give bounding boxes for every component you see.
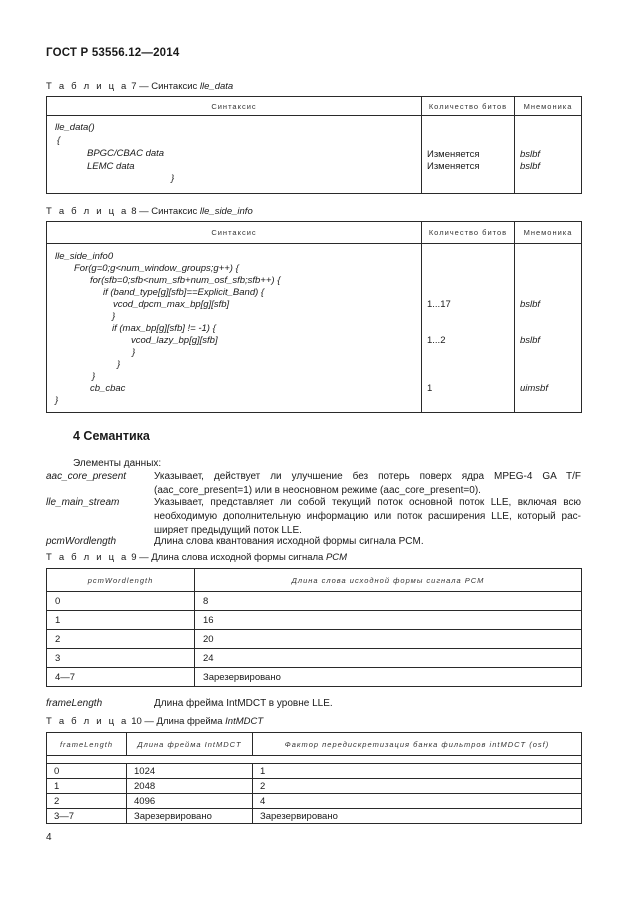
frame-length-desc: Длина фрейма IntMDCT в уровне LLE. xyxy=(154,698,333,709)
table7-caption-prefix: Т а б л и ц а xyxy=(46,81,129,92)
table7-mnemonic-cell xyxy=(515,116,582,194)
table-cell: 4 xyxy=(253,794,582,809)
table-cell: 2048 xyxy=(127,779,253,794)
table10-caption-num: 10 — Длина фрейма xyxy=(131,716,223,727)
section-intro: Элементы данных: xyxy=(73,458,162,469)
table7-col-bits: Количество битов xyxy=(422,97,515,116)
table-cell: Зарезервировано xyxy=(253,809,582,824)
code-line: } xyxy=(117,359,121,370)
table-row xyxy=(47,630,582,649)
table9-caption-num: 9 — Длина слова исходной формы сигнала xyxy=(131,552,324,563)
element-term: lle_main_stream xyxy=(46,497,120,508)
code-line: } xyxy=(112,311,116,322)
table7-caption-name: lle_data xyxy=(199,81,234,92)
table-row xyxy=(47,649,582,668)
table10-col3: Фактор передискретизация банка фильтров intMDCT (osf) xyxy=(253,733,582,756)
table-cell: 2 xyxy=(47,794,127,809)
table-cell: Зарезервировано xyxy=(127,809,253,824)
table8-caption-prefix: Т а б л и ц а xyxy=(46,206,129,217)
code-line: vcod_dpcm_max_bp[g][sfb] xyxy=(113,299,230,310)
table10-col1: frameLength xyxy=(47,733,127,756)
table-cell: 2 xyxy=(47,630,195,649)
table-row xyxy=(47,764,582,779)
table9 xyxy=(46,568,582,687)
mnemonic-value: uimsbf xyxy=(520,383,548,394)
table7-caption-num: 7 — Синтаксис xyxy=(131,81,198,92)
element-term: aac_core_present xyxy=(46,471,127,482)
table-cell: 16 xyxy=(195,611,582,630)
code-line: vcod_lazy_bp[g][sfb] xyxy=(131,335,218,346)
table9-caption xyxy=(46,552,347,563)
code-line: } xyxy=(171,173,175,184)
code-line: if (band_type[g][sfb]==Explicit_Band) { xyxy=(103,287,265,298)
table-row xyxy=(47,592,582,611)
desc-line: ширяет предыдущий поток LLE. xyxy=(154,525,302,536)
element-desc xyxy=(154,470,581,498)
table8-code-cell xyxy=(47,244,422,413)
table-row xyxy=(47,809,582,824)
table-cell: 1024 xyxy=(127,764,253,779)
frame-length-term: frameLength xyxy=(46,698,103,709)
table-cell: Зарезервировано xyxy=(195,668,582,687)
table-cell: 4096 xyxy=(127,794,253,809)
table8-caption xyxy=(46,206,253,217)
table7 xyxy=(46,96,582,194)
table7-bits-cell xyxy=(422,116,515,194)
table-cell: 1 xyxy=(47,779,127,794)
table-cell: 1 xyxy=(47,611,195,630)
table-row xyxy=(47,668,582,687)
code-line: } xyxy=(92,371,96,382)
table-row xyxy=(47,794,582,809)
desc-line: Длина слова квантования исходной формы сигнала PCM. xyxy=(154,536,424,547)
table8-col-mnemonic: Мнемоника xyxy=(515,222,582,244)
table10 xyxy=(46,732,582,824)
table-cell: 0 xyxy=(47,764,127,779)
code-line: for(sfb=0;sfb<num_sfb+num_osf_sfb;sfb++) { xyxy=(90,275,281,286)
element-desc xyxy=(154,496,581,538)
bits-value: 1...17 xyxy=(427,299,451,310)
code-line: { xyxy=(57,135,61,146)
table10-col2: Длина фрейма IntMDCT xyxy=(127,733,253,756)
table10-caption-name: IntMDCT xyxy=(225,716,264,727)
table9-caption-name: PCM xyxy=(325,552,348,563)
table-cell: 3 xyxy=(47,649,195,668)
bits-value: 1 xyxy=(427,383,433,394)
bits-value: Изменяется xyxy=(427,161,480,172)
table7-code-cell xyxy=(47,116,422,194)
code-line: if (max_bp[g][sfb] != -1) { xyxy=(112,323,216,334)
table-cell: 0 xyxy=(47,592,195,611)
desc-line: (aac_core_present=1) или в неосновном режиме (aac_core_present=0). xyxy=(154,485,481,496)
table9-col1: pcmWordlength xyxy=(47,569,195,592)
desc-line: Указывает, представляет ли собой текущий поток основной поток LLE, включая всю xyxy=(154,497,581,508)
table-cell: 24 xyxy=(195,649,582,668)
table10-caption-prefix: Т а б л и ц а xyxy=(46,716,129,727)
table8 xyxy=(46,221,582,413)
bits-value: 1...2 xyxy=(427,335,446,346)
table-cell: 3—7 xyxy=(47,809,127,824)
table-cell: 2 xyxy=(253,779,582,794)
code-line: cb_cbac xyxy=(90,383,126,394)
table-row xyxy=(47,779,582,794)
code-line: } xyxy=(55,395,59,406)
mnemonic-value: bslbf xyxy=(520,335,541,346)
table-cell: 1 xyxy=(253,764,582,779)
table7-caption xyxy=(46,81,233,92)
table10-caption xyxy=(46,716,263,727)
table9-caption-prefix: Т а б л и ц а xyxy=(46,552,129,563)
desc-line: Указывает, действует ли улучшение без потерь поверх ядра MPEG-4 GA T/F xyxy=(154,471,581,482)
table8-caption-num: 8 — Синтаксис xyxy=(131,206,198,217)
bits-value: Изменяется xyxy=(427,149,480,160)
table8-mnemonic-cell xyxy=(515,244,582,413)
mnemonic-value: bslbf xyxy=(520,149,541,160)
table8-bits-cell xyxy=(422,244,515,413)
element-term: pcmWordlength xyxy=(46,536,117,547)
code-line: LEMC data xyxy=(87,161,135,172)
table-cell: 8 xyxy=(195,592,582,611)
table8-caption-name: lle_side_info xyxy=(199,206,253,217)
table-cell: 4—7 xyxy=(47,668,195,687)
table8-col-bits: Количество битов xyxy=(422,222,515,244)
table7-col-syntax: Синтаксис xyxy=(47,97,422,116)
code-line: } xyxy=(132,347,136,358)
code-line: lle_data() xyxy=(55,122,95,133)
table9-col2: Длина слова исходной формы сигнала PCM xyxy=(195,569,582,592)
element-desc xyxy=(154,535,581,549)
table7-col-mnemonic: Мнемоника xyxy=(515,97,582,116)
table8-col-syntax: Синтаксис xyxy=(47,222,422,244)
mnemonic-value: bslbf xyxy=(520,161,541,172)
table-row xyxy=(47,611,582,630)
page-number: 4 xyxy=(46,832,52,843)
document-header: ГОСТ Р 53556.12—2014 xyxy=(46,47,180,59)
desc-line: необходимую дополнительную информацию или поток расширения LLE, который рас- xyxy=(154,511,581,522)
mnemonic-value: bslbf xyxy=(520,299,541,310)
code-line: BPGC/CBAC data xyxy=(87,148,165,159)
code-line: lle_side_info0 xyxy=(55,251,114,262)
code-line: For(g=0;g<num_window_groups;g++) { xyxy=(74,263,239,274)
table10-spacer-row xyxy=(47,756,582,764)
table-cell: 20 xyxy=(195,630,582,649)
section-title: 4 Семантика xyxy=(73,429,150,443)
